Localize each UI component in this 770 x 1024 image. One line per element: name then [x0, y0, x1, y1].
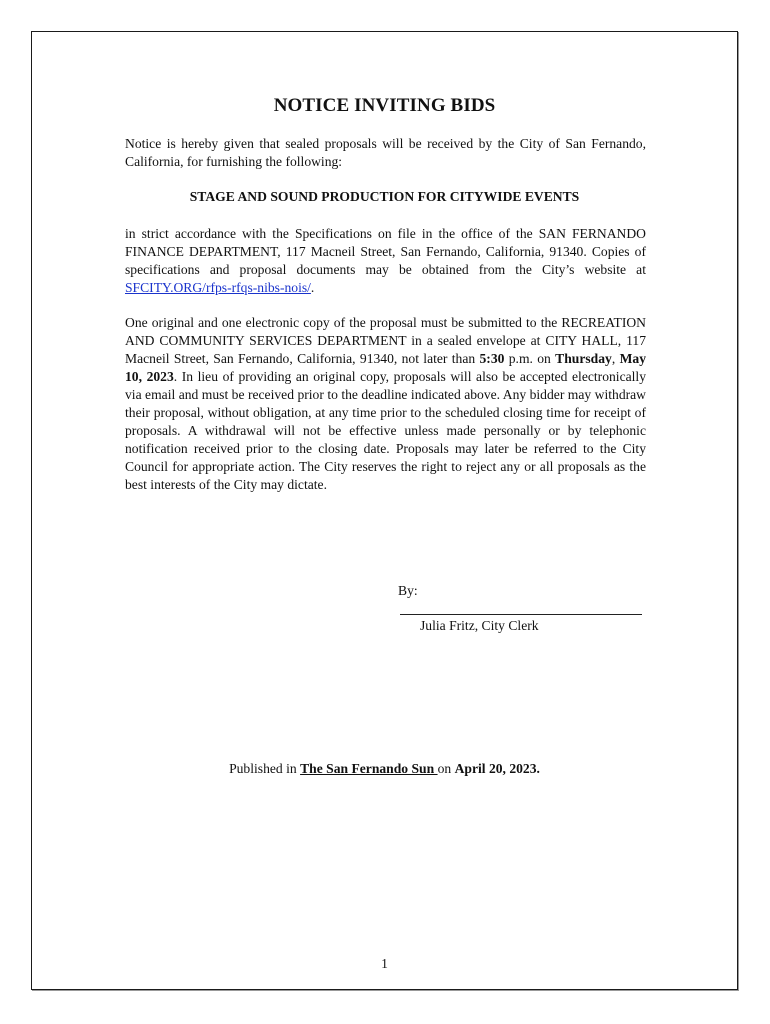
publication-date: April 20, 2023.: [454, 761, 540, 776]
published-on: on: [437, 761, 455, 776]
signer-name: Julia Fritz, City Clerk: [420, 618, 539, 633]
published-prefix: Published in: [229, 761, 301, 776]
newspaper-name: The San Fernando Sun: [300, 761, 438, 776]
spec-text-end: .: [310, 280, 315, 295]
spec-text: in strict accordance with the Specifications on file in the office of the SAN FERNANDO FINANCE DEPARTMENT, 117 Macneil Street, San Fernando, California, 91340. Copies of specifications and proposal documents may be obtained from the City’s website at: [125, 226, 646, 277]
notice-title: NOTICE INVITING BIDS: [273, 95, 496, 116]
submit-text-3: ,: [611, 351, 620, 366]
submit-text-2: p.m. on: [504, 351, 556, 366]
project-title: STAGE AND SOUND PRODUCTION FOR CITYWIDE EVENTS: [189, 189, 580, 204]
by-label: By:: [398, 583, 418, 598]
deadline-time: 5:30: [479, 351, 505, 366]
page-number: 1: [381, 956, 388, 971]
deadline-day: Thursday: [555, 351, 612, 366]
submission-paragraph: [125, 314, 646, 494]
specifications-paragraph: [125, 225, 646, 297]
deadline-date: May 10, 2023: [125, 351, 646, 384]
submit-text-1: One original and one electronic copy of the proposal must be submitted to the RECREATION AND COMMUNITY SERVICES DEPARTMENT in a sealed envelope at CITY HALL, 117 Macneil Street, San Fernando, California, 91340, not later than: [125, 315, 646, 366]
publication-line: [32, 761, 737, 777]
city-website-link[interactable]: SFCITY.ORG/rfps-rfqs-nibs-nois/: [125, 280, 311, 295]
submit-text-4: . In lieu of providing an original copy, proposals will also be accepted electronically via email and must be received prior to the deadline indicated above. Any bidder may withdraw their proposal, without obligation, at any time prior to the scheduled closing time for receipt of proposals. A withdrawal will not be effective unless made personally or by telephonic notification received prior to the closing date. Proposals may later be referred to the City Council for appropriate action. The City reserves the right to reject any or all proposals as the best interests of the City may dictate.: [125, 369, 646, 492]
signature-line: [400, 614, 642, 615]
document-page: [31, 31, 738, 990]
intro-paragraph: Notice is hereby given that sealed proposals will be received by the City of San Fernando, California, for furnishing the following:: [125, 136, 646, 169]
